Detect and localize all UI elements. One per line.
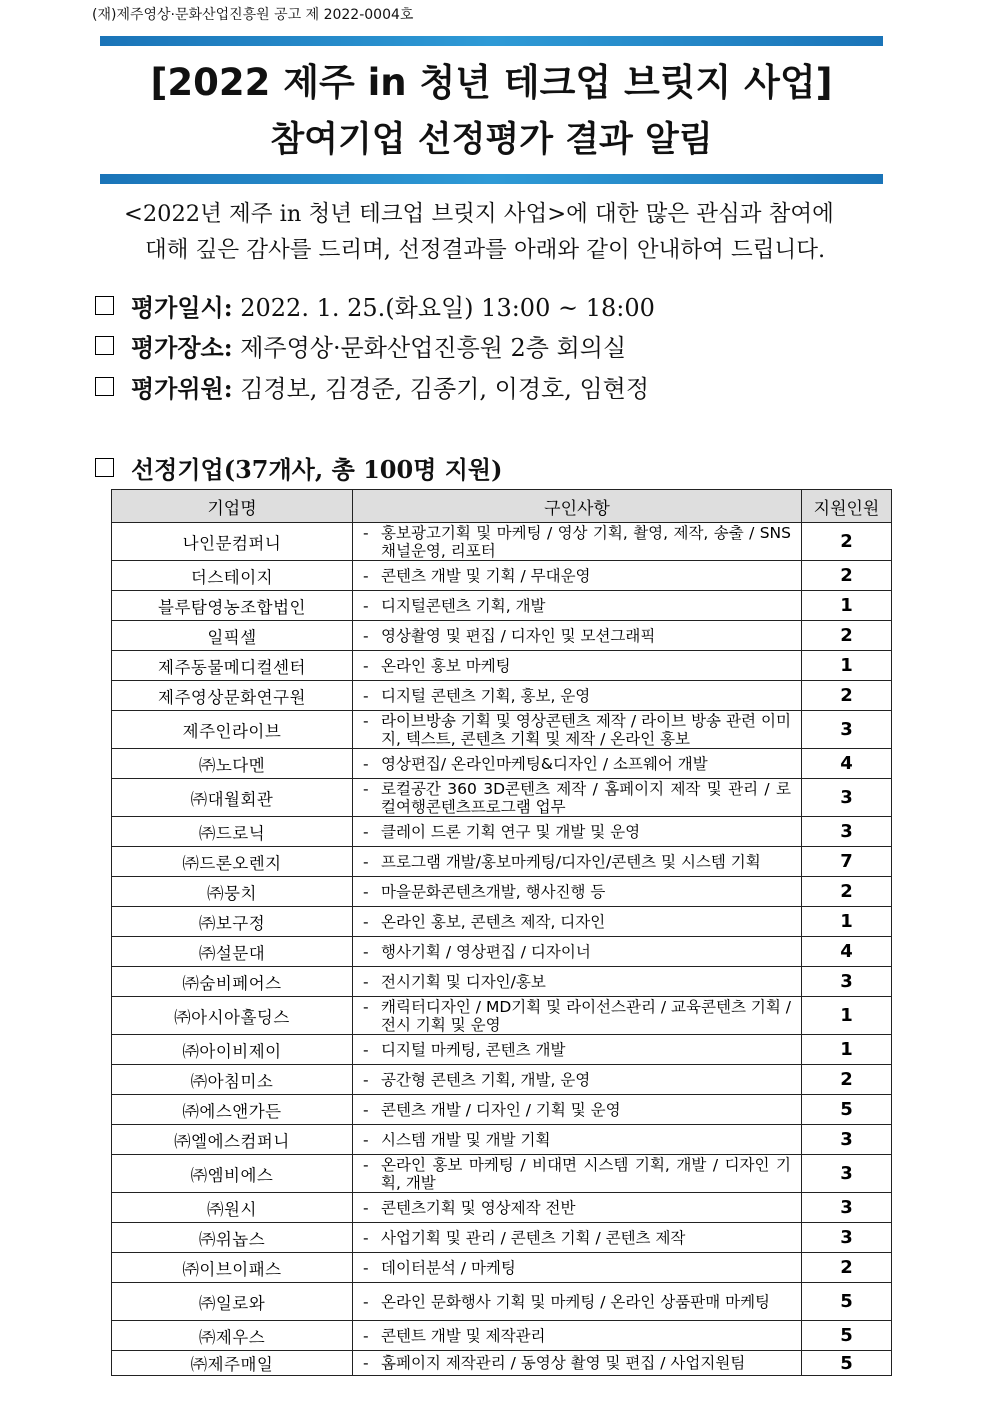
support-count-cell: 1	[802, 907, 892, 937]
title-bottom-bar	[100, 174, 883, 184]
support-count-cell: 1	[802, 651, 892, 681]
table-row	[112, 1283, 892, 1321]
selected-heading: 선정기업(37개사, 총 100명 지원)	[131, 455, 503, 484]
job-duty-text: 데이터분석 / 마케팅	[381, 1258, 516, 1277]
dash-bullet: -	[363, 882, 369, 901]
company-name-cell: ㈜엘에스컴퍼니	[112, 1125, 353, 1155]
company-name-cell: ㈜노다멘	[112, 749, 353, 779]
dash-bullet: -	[363, 852, 369, 871]
company-name-cell: 제주인라이브	[112, 711, 353, 749]
checkbox-square-icon	[95, 296, 114, 315]
job-duty-cell	[353, 1125, 802, 1155]
company-name-cell: ㈜원시	[112, 1193, 353, 1223]
job-duty-cell	[353, 1351, 802, 1376]
support-count-cell: 2	[802, 523, 892, 561]
company-name-cell: ㈜아시아홀딩스	[112, 997, 353, 1035]
dash-bullet: -	[363, 523, 369, 542]
dash-bullet: -	[363, 822, 369, 841]
job-duty-cell	[353, 997, 802, 1035]
job-duty-text: 콘텐츠 개발 / 디자인 / 기획 및 운영	[381, 1100, 621, 1119]
table-row	[112, 937, 892, 967]
table-row	[112, 1253, 892, 1283]
table-row	[112, 779, 892, 817]
dash-bullet: -	[363, 1155, 369, 1174]
support-count-cell: 3	[802, 1223, 892, 1253]
dash-bullet: -	[363, 779, 369, 798]
company-name-cell: ㈜위놉스	[112, 1223, 353, 1253]
dash-bullet: -	[363, 596, 369, 615]
intro-line-1: <2022년 제주 in 청년 테크업 브릿지 사업>에 대한 많은 관심과 참여에	[124, 201, 834, 227]
job-duty-text: 콘텐츠 개발 및 기획 / 무대운영	[381, 566, 591, 585]
selected-companies-table	[111, 489, 892, 1376]
table-row	[112, 591, 892, 621]
dash-bullet: -	[363, 686, 369, 705]
table-row	[112, 877, 892, 907]
dash-bullet: -	[363, 942, 369, 961]
dash-bullet: -	[363, 997, 369, 1016]
job-duty-text: 클레이 드론 기획 연구 및 개발 및 운영	[381, 822, 641, 841]
company-name-cell: 더스테이지	[112, 561, 353, 591]
job-duty-cell	[353, 907, 802, 937]
header-support-count: 지원인원	[802, 490, 892, 523]
job-duty-cell	[353, 937, 802, 967]
job-duty-text: 디지털 마케팅, 콘텐츠 개발	[381, 1040, 566, 1059]
company-name-cell: 제주동물메디컬센터	[112, 651, 353, 681]
table-row	[112, 523, 892, 561]
job-duty-cell	[353, 847, 802, 877]
job-duty-text: 캐릭터디자인 / MD기획 및 라이선스관리 / 교육콘텐츠 기획 / 전시 기획 및 운영	[381, 997, 791, 1034]
support-count-cell: 3	[802, 967, 892, 997]
table-row	[112, 847, 892, 877]
table-row	[112, 711, 892, 749]
job-duty-cell	[353, 591, 802, 621]
company-name-cell: 제주영상문화연구원	[112, 681, 353, 711]
support-count-cell: 1	[802, 997, 892, 1035]
dash-bullet: -	[363, 1258, 369, 1277]
dash-bullet: -	[363, 1354, 369, 1372]
company-name-cell: ㈜설문대	[112, 937, 353, 967]
dash-bullet: -	[363, 1130, 369, 1149]
support-count-cell: 5	[802, 1321, 892, 1351]
dash-bullet: -	[363, 566, 369, 585]
job-duty-text: 온라인 홍보 마케팅 / 비대면 시스템 기획, 개발 / 디자인 기획, 개발	[381, 1155, 791, 1192]
eval-committee-value: 김경보, 김경준, 김종기, 이경호, 임현정	[232, 375, 650, 403]
company-name-cell: ㈜아침미소	[112, 1065, 353, 1095]
support-count-cell: 5	[802, 1351, 892, 1376]
job-duty-text: 온라인 홍보 마케팅	[381, 656, 511, 675]
dash-bullet: -	[363, 711, 369, 730]
company-name-cell: 일픽셀	[112, 621, 353, 651]
job-duty-text: 행사기획 / 영상편집 / 디자이너	[381, 942, 591, 961]
job-duty-cell	[353, 523, 802, 561]
dash-bullet: -	[363, 912, 369, 931]
table-row	[112, 1065, 892, 1095]
support-count-cell: 3	[802, 1125, 892, 1155]
checkbox-square-icon	[95, 336, 114, 355]
job-duty-cell	[353, 621, 802, 651]
job-duty-cell	[353, 1253, 802, 1283]
eval-place-value: 제주영상·문화산업진흥원 2층 회의실	[232, 334, 627, 362]
support-count-cell: 3	[802, 1155, 892, 1193]
company-name-cell: ㈜제우스	[112, 1321, 353, 1351]
support-count-cell: 3	[802, 1193, 892, 1223]
job-duty-cell	[353, 817, 802, 847]
checkbox-square-icon	[95, 458, 114, 477]
job-duty-text: 홈페이지 제작관리 / 동영상 촬영 및 편집 / 사업지원팀	[381, 1354, 746, 1372]
table-row	[112, 997, 892, 1035]
support-count-cell: 1	[802, 1035, 892, 1065]
dash-bullet: -	[363, 1326, 369, 1345]
job-duty-text: 영상촬영 및 편집 / 디자인 및 모션그래픽	[381, 626, 656, 645]
job-duty-text: 로컬공간 360 3D콘텐츠 제작 / 홈페이지 제작 및 관리 / 로컬여행콘텐츠프로그램 업무	[381, 779, 791, 816]
dash-bullet: -	[363, 626, 369, 645]
dash-bullet: -	[363, 1040, 369, 1059]
dash-bullet: -	[363, 1070, 369, 1089]
job-duty-text: 프로그램 개발/홍보마케팅/디자인/콘텐츠 및 시스템 기획	[381, 852, 761, 871]
table-row	[112, 1193, 892, 1223]
company-name-cell: ㈜제주매일	[112, 1351, 353, 1376]
company-name-cell: ㈜보구정	[112, 907, 353, 937]
table-row	[112, 681, 892, 711]
dash-bullet: -	[363, 754, 369, 773]
support-count-cell: 2	[802, 681, 892, 711]
support-count-cell: 2	[802, 1065, 892, 1095]
support-count-cell: 2	[802, 877, 892, 907]
job-duty-text: 마을문화콘텐츠개발, 행사진행 등	[381, 882, 606, 901]
company-name-cell: 블루탐영농조합법인	[112, 591, 353, 621]
company-name-cell: ㈜대월회관	[112, 779, 353, 817]
job-duty-text: 온라인 홍보, 콘텐츠 제작, 디자인	[381, 912, 606, 931]
table-body	[112, 523, 892, 1376]
dash-bullet: -	[363, 1292, 369, 1311]
notice-number: (재)제주영상·문화산업진흥원 공고 제 2022-0004호	[92, 7, 414, 23]
page-title: [2022 제주 in 청년 테크업 브릿지 사업]	[150, 61, 833, 104]
job-duty-cell	[353, 681, 802, 711]
table-header-row	[112, 490, 892, 523]
job-duty-text: 콘텐트 개발 및 제작관리	[381, 1326, 546, 1345]
company-name-cell: 나인문컴퍼니	[112, 523, 353, 561]
support-count-cell: 7	[802, 847, 892, 877]
header-job-duties: 구인사항	[353, 490, 802, 523]
intro-line-2: 대해 깊은 감사를 드리며, 선정결과를 아래와 같이 안내하여 드립니다.	[145, 237, 826, 263]
table-row	[112, 561, 892, 591]
table-row	[112, 749, 892, 779]
table-row	[112, 1321, 892, 1351]
job-duty-cell	[353, 967, 802, 997]
dash-bullet: -	[363, 1228, 369, 1247]
selected-heading-item	[95, 450, 502, 485]
job-duty-cell	[353, 1035, 802, 1065]
job-duty-cell	[353, 561, 802, 591]
support-count-cell: 2	[802, 621, 892, 651]
table-row	[112, 1095, 892, 1125]
job-duty-text: 온라인 문화행사 기획 및 마케팅 / 온라인 상품판매 마케팅	[381, 1292, 771, 1311]
job-duty-cell	[353, 711, 802, 749]
support-count-cell: 3	[802, 817, 892, 847]
job-duty-cell	[353, 1155, 802, 1193]
dash-bullet: -	[363, 972, 369, 991]
support-count-cell: 2	[802, 1253, 892, 1283]
dash-bullet: -	[363, 1100, 369, 1119]
support-count-cell: 3	[802, 711, 892, 749]
job-duty-text: 영상편집/ 온라인마케팅&디자인 / 소프웨어 개발	[381, 754, 708, 773]
table-row	[112, 967, 892, 997]
job-duty-text: 디지털콘텐츠 기획, 개발	[381, 596, 546, 615]
company-name-cell: ㈜일로와	[112, 1283, 353, 1321]
job-duty-cell	[353, 779, 802, 817]
eval-committee-label: 평가위원:	[131, 374, 233, 403]
company-name-cell: ㈜에스앤가든	[112, 1095, 353, 1125]
header-company-name: 기업명	[112, 490, 353, 523]
table-row	[112, 1035, 892, 1065]
table-row	[112, 621, 892, 651]
job-duty-text: 시스템 개발 및 개발 기획	[381, 1130, 551, 1149]
eval-place-item	[95, 328, 626, 363]
eval-place-label: 평가장소:	[131, 333, 233, 362]
company-name-cell: ㈜이브이패스	[112, 1253, 353, 1283]
company-name-cell: ㈜엠비에스	[112, 1155, 353, 1193]
company-name-cell: ㈜드로닉	[112, 817, 353, 847]
table-row	[112, 817, 892, 847]
job-duty-cell	[353, 1283, 802, 1321]
job-duty-cell	[353, 1095, 802, 1125]
support-count-cell: 4	[802, 937, 892, 967]
job-duty-cell	[353, 877, 802, 907]
eval-date-item	[95, 288, 655, 323]
job-duty-cell	[353, 1223, 802, 1253]
support-count-cell: 4	[802, 749, 892, 779]
job-duty-cell	[353, 1065, 802, 1095]
job-duty-text: 디지털 콘텐츠 기획, 홍보, 운영	[381, 686, 591, 705]
table-row	[112, 1155, 892, 1193]
table-row	[112, 1223, 892, 1253]
eval-date-value: 2022. 1. 25.(화요일) 13:00 ~ 18:00	[232, 294, 655, 322]
eval-committee-item	[95, 369, 649, 404]
support-count-cell: 2	[802, 561, 892, 591]
company-name-cell: ㈜뭉치	[112, 877, 353, 907]
title-top-bar	[100, 36, 883, 46]
table-row	[112, 1125, 892, 1155]
support-count-cell: 3	[802, 779, 892, 817]
support-count-cell: 5	[802, 1095, 892, 1125]
job-duty-cell	[353, 1193, 802, 1223]
table-row	[112, 651, 892, 681]
support-count-cell: 1	[802, 591, 892, 621]
job-duty-text: 홍보광고기획 및 마케팅 / 영상 기획, 촬영, 제작, 송출 / SNS 채널운영, 리포터	[381, 523, 791, 560]
table-row	[112, 907, 892, 937]
company-name-cell: ㈜아이비제이	[112, 1035, 353, 1065]
checkbox-square-icon	[95, 377, 114, 396]
dash-bullet: -	[363, 1198, 369, 1217]
eval-date-label: 평가일시:	[131, 293, 233, 322]
job-duty-text: 라이브방송 기획 및 영상콘텐츠 제작 / 라이브 방송 관련 이미지, 텍스트, 콘텐츠 기획 및 제작 / 온라인 홍보	[381, 711, 791, 748]
table-row	[112, 1351, 892, 1376]
job-duty-cell	[353, 651, 802, 681]
job-duty-text: 콘텐츠기획 및 영상제작 전반	[381, 1198, 576, 1217]
job-duty-text: 사업기획 및 관리 / 콘텐츠 기획 / 콘텐츠 제작	[381, 1228, 686, 1247]
job-duty-text: 전시기획 및 디자인/홍보	[381, 972, 546, 991]
job-duty-cell	[353, 1321, 802, 1351]
company-name-cell: ㈜숨비페어스	[112, 967, 353, 997]
page-subtitle: 참여기업 선정평가 결과 알림	[270, 120, 713, 160]
company-name-cell: ㈜드론오렌지	[112, 847, 353, 877]
support-count-cell: 5	[802, 1283, 892, 1321]
dash-bullet: -	[363, 656, 369, 675]
job-duty-text: 공간형 콘텐츠 기획, 개발, 운영	[381, 1070, 591, 1089]
job-duty-cell	[353, 749, 802, 779]
